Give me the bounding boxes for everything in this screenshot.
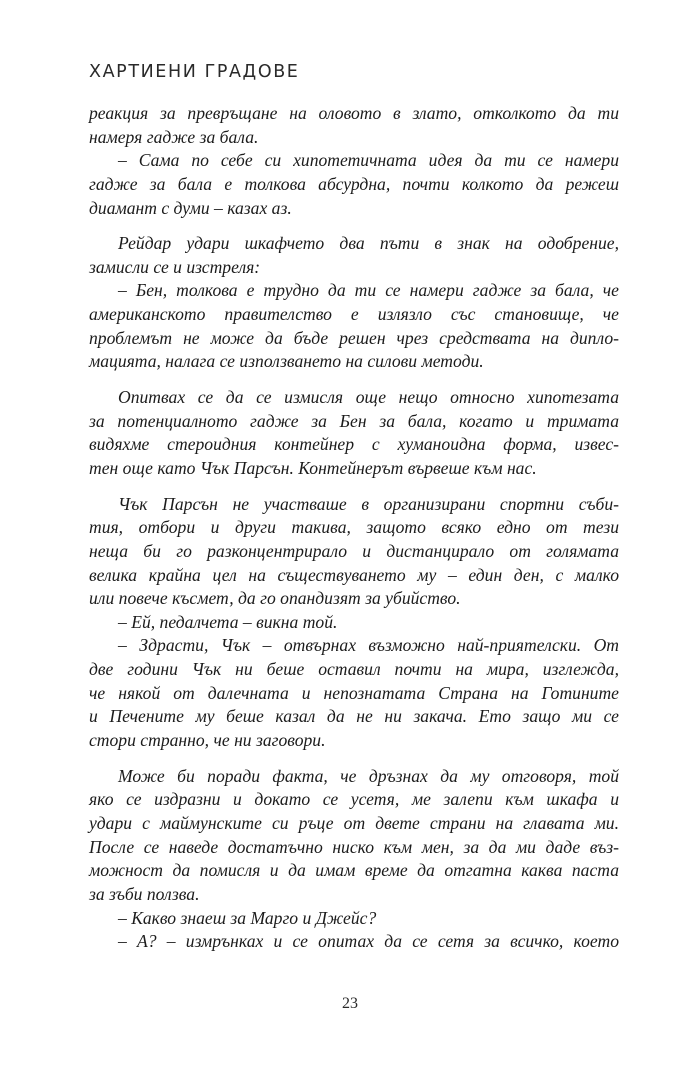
text-line: мацията, налага се използването на силови методи. bbox=[89, 351, 484, 372]
text-line: можност да помисля и да имам време да отгатна каква паста bbox=[89, 860, 619, 881]
page-number: 23 bbox=[342, 995, 358, 1012]
text-line: яко се издразни и докато се усетя, ме залепи към шкафа и bbox=[89, 789, 619, 810]
text-line: и Печените му беше казал да не ни закача. Ето защо ми се bbox=[89, 706, 619, 727]
text-line: видяхме стероидния контейнер с хуманоидна форма, извес- bbox=[89, 434, 619, 455]
text-line: Опитвах се да се измисля още нещо относно хипотезата bbox=[118, 387, 619, 408]
text-line: Може би поради факта, че дръзнах да му отговоря, той bbox=[118, 765, 619, 786]
text-line: американското правителство е излязло със становище, че bbox=[89, 304, 619, 325]
text-line: Чък Парсън не участваше в организирани спортни съби- bbox=[118, 493, 619, 514]
text-line: че някой от далечната и непознатата Страна на Готините bbox=[89, 682, 619, 703]
text-line: за потенциалното гадже за Бен за бала, когато и тримата bbox=[89, 410, 619, 431]
running-head-title: ХАРТИЕНИ ГРАДОВЕ bbox=[89, 62, 300, 82]
text-line: – Здрасти, Чък – отвърнах възможно най-приятелски. От bbox=[118, 635, 619, 656]
text-line: гадже за бала е толкова абсурдна, почти колкото да режеш bbox=[89, 173, 619, 194]
text-line: – Какво знаеш за Марго и Джейс? bbox=[118, 907, 377, 928]
text-line: реакция за превръщане на оловото в злато, отколкото да ти bbox=[89, 103, 619, 123]
text-line: – Ей, педалчета – викна той. bbox=[118, 611, 338, 632]
text-line: велика крайна цел на съществуването му – един ден, с малко bbox=[89, 564, 619, 585]
text-line: проблемът не може да бъде решен чрез средствата на дипло- bbox=[89, 327, 619, 348]
text-line: диамант с думи – казах аз. bbox=[89, 197, 292, 218]
text-line: намеря гадже за бала. bbox=[89, 126, 259, 147]
text-line: за зъби ползва. bbox=[89, 883, 200, 904]
text-line: Рейдар удари шкафчето два пъти в знак на одобрение, bbox=[118, 233, 619, 254]
text-line: две години Чък ни беше оставил почти на мира, изглежда, bbox=[89, 659, 619, 680]
text-line: или повече късмет, да го опандизят за убийство. bbox=[89, 588, 461, 609]
text-line: После се наведе достатъчно ниско към мен, за да ми даде въз- bbox=[89, 836, 619, 857]
text-line: – Сама по себе си хипотетичната идея да ти се намери bbox=[118, 150, 619, 171]
text-line: замисли се и изстреля: bbox=[89, 256, 261, 277]
text-line: неща би го разконцентрирало и дистанцирало от голямата bbox=[89, 540, 619, 561]
text-line: – А? – измрънках и се опитах да се сетя за всичко, което bbox=[118, 931, 619, 952]
body-text bbox=[89, 102, 619, 954]
text-line: удари с маймунските си ръце от двете страни на главата ми. bbox=[89, 812, 619, 833]
text-line: тен още като Чък Парсън. Контейнерът вървеше към нас. bbox=[89, 457, 537, 478]
text-line: тия, отбори и други такива, защото всяко едно от тези bbox=[89, 517, 619, 538]
text-line: – Бен, толкова е трудно да ти се намери гадже за бала, че bbox=[118, 280, 619, 301]
text-line: стори странно, че ни заговори. bbox=[89, 730, 326, 751]
